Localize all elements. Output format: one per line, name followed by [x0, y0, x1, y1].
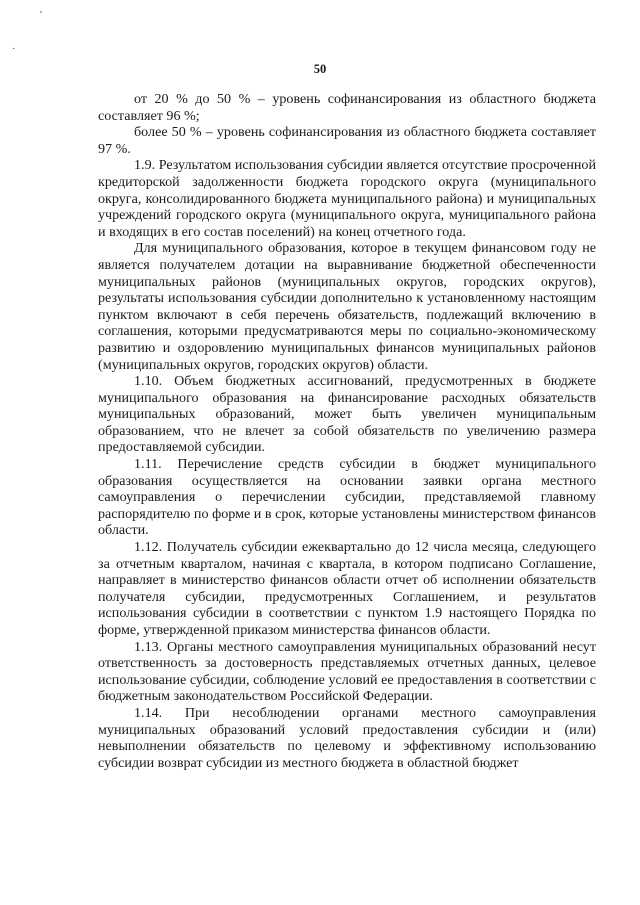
paragraph-1-12: 1.12. Получатель субсидии ежеквартально до 12 числа месяца, следующего за отчетным кварталом, начиная с квартала, в котором подписано Соглашение, направляет в министерство финансов области отчет об исполнении обязательств получателя субсидии, предусмотренных Соглашением, и результатов использования субсидии в соответствии с пунктом 1.9 настоящего Порядка по форме, утвержденной приказом министерства финансов области.: [98, 539, 596, 638]
document-body: [98, 91, 596, 771]
scan-mark: ·: [12, 44, 16, 55]
paragraph-1-14: 1.14. При несоблюдении органами местного самоуправления муниципальных образований условий предоставления субсидии и (или) невыполнении обязательств по целевому и эффективному использованию субсидии возврат субсидии из местного бюджета в областной бюджет: [98, 704, 596, 771]
page-number: 50: [313, 62, 327, 76]
paragraph-1-11: 1.11. Перечисление средств субсидии в бюджет муниципального образования осуществляется на основании заявки органа местного самоуправления о перечислении субсидии, представляемой главному распорядителю по форме и в срок, которые установлены министерством финансов области.: [98, 456, 596, 539]
paragraph: более 50 % – уровень софинансирования из областного бюджета составляет 97 %.: [98, 124, 596, 157]
paragraph-1-10: 1.10. Объем бюджетных ассигнований, предусмотренных в бюджете муниципального образования на финансирование расходных обязательств муниципальных образований, может быть увеличен муниципальным образованием, что не влечет за собой обязательств по увеличению размера предоставляемой субсидии.: [98, 373, 596, 456]
paragraph-1-9: 1.9. Результатом использования субсидии является отсутствие просроченной кредиторской задолженности бюджета городского округа (муниципального округа, консолидированного бюджета муниципального района) и муниципальных учреждений городского округа (муниципального округа, муниципального района и входящих в его состав поселений) на конец отчетного года.: [98, 157, 596, 240]
paragraph-1-13: 1.13. Органы местного самоуправления муниципальных образований несут ответственность за достоверность представляемых отчетных данных, целевое использование субсидии, соблюдение условий ее предоставления в соответствии с бюджетным законодательством Российской Федерации.: [98, 638, 596, 705]
paragraph: Для муниципального образования, которое в текущем финансовом году не является получателем дотации на выравнивание бюджетной обеспеченности муниципальных районов (муниципальных округов, городских округов), результаты использования субсидии дополнительно к установленному настоящим пунктом включают в себя перечень обязательств, подлежащий включению в соглашения, которыми предусматриваются меры по социально-экономическому развитию и оздоровлению муниципальных финансов муниципальных районов (муниципальных округов, городских округов) области.: [98, 240, 596, 373]
scan-mark: ′: [40, 10, 43, 21]
paragraph: от 20 % до 50 % – уровень софинансирования из областного бюджета составляет 96 %;: [98, 91, 596, 124]
